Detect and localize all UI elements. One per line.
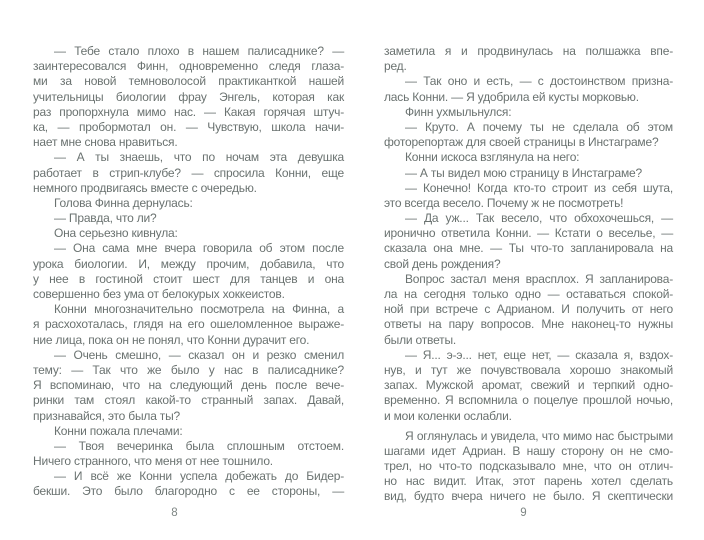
text-line: тему: — Так что же было у нас в палисаднике? <box>33 362 344 377</box>
text-line: и мои коленки ослабли. <box>384 408 512 423</box>
text-line: свой день рождения? <box>384 256 501 271</box>
text-line: Ничего странного, что меня от нее тошнило. <box>33 454 273 469</box>
text-line: — Твоя вечеринка была сплошным отстоем. <box>54 438 344 453</box>
text-line: — Да уж... Так весело, что обхохочешься, — <box>405 211 673 226</box>
text-line: — Так оно и есть, — с достоинством призна- <box>405 74 673 89</box>
text-line: — Очень смешно, — сказал он и резко сменил <box>54 347 344 362</box>
text-line: были ответы. <box>384 332 457 347</box>
text-line: Голова Финна дернулась: <box>54 195 193 210</box>
text-line: — Она сама мне вчера говорила об этом после <box>54 241 344 256</box>
text-line: ред. <box>384 59 407 74</box>
text-line: ной при встрече с Адрианом. И получить от него <box>384 302 673 317</box>
text-line: вид, будто вчера ничего не было. Я скептически <box>384 489 673 504</box>
text-line: немного продвигаясь вместе с очередью. <box>33 180 257 195</box>
text-line: ми за новой темноволосой практиканткой нашей <box>33 74 344 89</box>
text-line: совершенно без ума от белокурых хоккеистов. <box>33 287 285 301</box>
text-line: — Правда, что ли? <box>54 211 157 226</box>
text-line: Я вспоминаю, что на следующий день после вече- <box>33 378 344 393</box>
text-line: сказала она мне. — Ты что-то запланировала на <box>384 241 673 256</box>
text-line: — А ты видел мою страницу в Инстаграме? <box>405 165 642 180</box>
text-line: ла на сегодня только одно — оставаться спокой- <box>384 287 673 301</box>
text-line: это всегда весело. Почему ж не посмотреть! <box>384 195 624 210</box>
text-line: раз пропорхнула мимо нас. — Какая горячая штуч- <box>33 104 344 119</box>
text-line: иронично ответила Конни. — Кстати о веселье, — <box>384 226 673 241</box>
text-line: бекши. Это было благородно с ее стороны, — <box>33 484 344 499</box>
text-line: Я оглянулась и увидела, что мимо нас быстрыми <box>405 428 673 443</box>
text-line: трел, но что-то подсказывало мне, что он отлич- <box>384 459 673 474</box>
text-line: заинтересовался Финн, одновременно следя глаза- <box>33 59 344 74</box>
text-line: ка, — пробормотал он. — Чувствую, школа начи- <box>33 119 344 134</box>
text-line: запах. Мужской аромат, свежий и терпкий одно- <box>384 378 673 393</box>
text-line: Она серьезно кивнула: <box>54 226 178 241</box>
text-line: шагами идет Адриан. В нашу сторону он не смо- <box>384 443 673 458</box>
text-line: работает в стрип-клубе? — спросила Конни, еще <box>33 165 344 180</box>
text-line: Конни искоса взглянула на него: <box>405 150 580 165</box>
text-line: учительницы биологии фрау Энгель, которая как <box>33 89 344 104</box>
text-line: но нас видит. Итак, этот парень хотел сделать <box>384 474 673 489</box>
text-line: ответы на пару вопросов. Мне наконец-то нужны <box>384 317 673 332</box>
text-line: — А ты знаешь, что по ночам эта девушка <box>54 150 344 165</box>
text-line: Конни пожала плечами: <box>54 423 183 438</box>
book-page-right-text <box>384 44 673 505</box>
text-line: — И всё же Конни успела добежать до Бидер- <box>54 469 344 484</box>
text-line: Финн ухмыльнулся: <box>405 104 512 119</box>
text-line: ринки там стоял какой-то странный запах. Давай, <box>33 393 344 408</box>
book-page-left-text <box>33 44 344 500</box>
text-line: ние лица, пока он не понял, что Конни дурачит его. <box>33 332 310 347</box>
text-line: — Конечно! Когда кто-то строит из себя шута, <box>405 180 673 195</box>
text-line: лась Конни. — Я удобрила ей кусты морковью. <box>384 89 639 104</box>
text-line: я расхохоталась, глядя на его ошеломленное выраже- <box>33 317 344 332</box>
text-line: у нее в гостиной стоит шест для танцев и она <box>33 271 344 286</box>
text-line: — Круто. А почему ты не сделала об этом <box>405 119 673 134</box>
text-line: нает мне снова нравиться. <box>33 135 178 150</box>
text-line: временно. Я вспомнила о поцелуе прошлой ночью, <box>384 393 673 408</box>
page-number-left: 8 <box>171 507 178 519</box>
text-line: урока биологии. И, между прочим, добавила, что <box>33 256 344 271</box>
page-number-right: 9 <box>520 507 527 519</box>
text-line: — Я... э-э... нет, еще нет, — сказала я, вздох- <box>405 347 673 362</box>
text-line: фоторепортаж для своей страницы в Инстаграме? <box>384 135 659 150</box>
text-line: нув, и тут же почувствовала хорошо знакомый <box>384 362 673 377</box>
text-line: Конни многозначительно посмотрела на Финна, а <box>54 302 344 317</box>
text-line: Вопрос застал меня врасплох. Я запланирова- <box>405 271 673 286</box>
text-line: признавайся, это была ты? <box>33 408 180 423</box>
text-line: заметила я и продвинулась на полшажка впе- <box>384 44 673 58</box>
text-line: — Тебе стало плохо в нашем палисаднике? — <box>54 44 344 58</box>
